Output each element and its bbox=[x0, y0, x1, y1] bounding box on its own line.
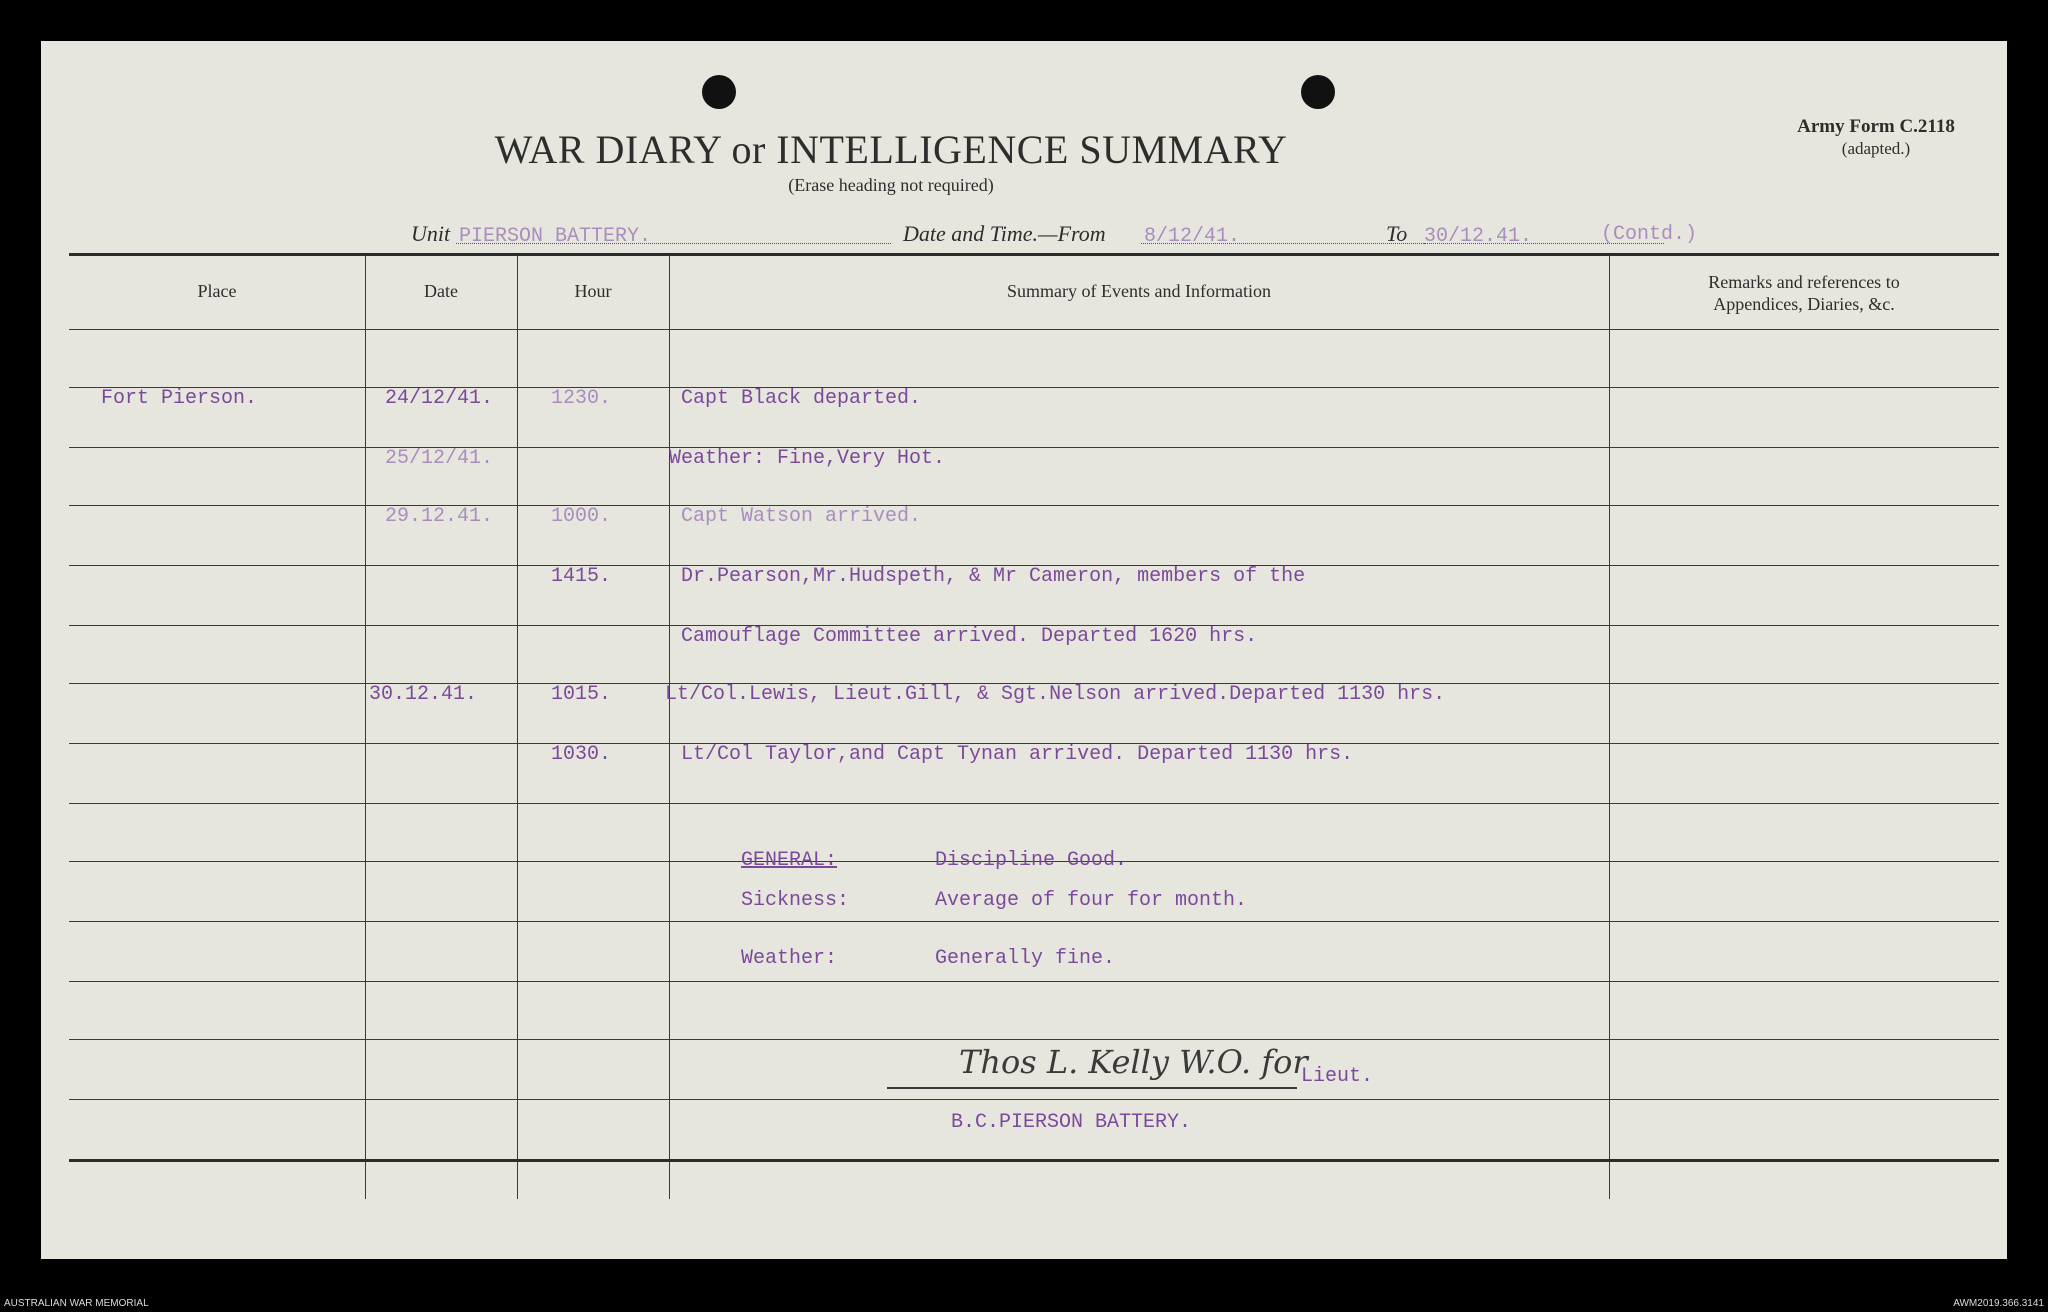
sickness-label: Sickness: bbox=[741, 889, 850, 912]
weather-label: Weather: bbox=[741, 947, 838, 970]
entry-date: 29.12.41. bbox=[385, 505, 494, 528]
date-to-value: 30/12.41. bbox=[1424, 225, 1533, 248]
row-rule bbox=[69, 921, 1999, 922]
archive-reference: AWM2019.366.3141 bbox=[1953, 1298, 2044, 1309]
entry-date: 30.12.41. bbox=[369, 683, 478, 706]
punch-hole-right bbox=[1301, 75, 1335, 109]
row-rule bbox=[69, 387, 1999, 388]
row-rule bbox=[69, 1099, 1999, 1100]
row-rule bbox=[69, 1039, 1999, 1040]
column-header-remarks-line2: Appendices, Diaries, &c. bbox=[1713, 294, 1895, 314]
column-header-hour: Hour bbox=[574, 281, 612, 301]
signature-rank: Lieut. bbox=[1301, 1065, 1374, 1088]
sickness-value: Average of four for month. bbox=[935, 889, 1248, 912]
continued-note: (Contd.) bbox=[1601, 223, 1698, 246]
army-form-note: (adapted.) bbox=[1841, 139, 1911, 158]
army-form-number bbox=[1776, 116, 1976, 160]
form-title: WAR DIARY or INTELLIGENCE SUMMARY bbox=[494, 127, 1288, 172]
column-header-remarks-line1: Remarks and references to bbox=[1708, 272, 1900, 292]
column-divider-place bbox=[365, 255, 366, 1199]
form-subtitle: (Erase heading not required) bbox=[788, 175, 994, 195]
column-divider-summary bbox=[1609, 255, 1610, 1199]
signature-underline bbox=[887, 1087, 1297, 1089]
signature-title: B.C.PIERSON BATTERY. bbox=[951, 1111, 1192, 1134]
column-divider-date bbox=[517, 255, 518, 1199]
weather-value: Generally fine. bbox=[935, 947, 1116, 970]
table-top-border bbox=[69, 253, 1999, 256]
army-form-label: Army Form C.2118 bbox=[1797, 116, 1955, 137]
row-rule bbox=[69, 447, 1999, 448]
unit-label: Unit bbox=[411, 221, 451, 246]
entry-summary: Lt/Col.Lewis, Lieut.Gill, & Sgt.Nelson arrived.Departed 1130 hrs. bbox=[665, 683, 1446, 706]
column-header-date: Date bbox=[424, 281, 458, 301]
entry-summary: Capt Watson arrived. bbox=[681, 505, 922, 528]
entry-hour: 1000. bbox=[551, 505, 612, 528]
date-time-label: Date and Time.—From bbox=[903, 221, 1106, 246]
handwritten-signature: Thos L. Kelly W.O. for bbox=[959, 1043, 1308, 1081]
entry-hour: 1230. bbox=[551, 387, 612, 410]
war-diary-sheet bbox=[41, 41, 2007, 1259]
to-label: To bbox=[1386, 221, 1408, 246]
column-header-place: Place bbox=[197, 281, 237, 301]
entry-summary: Capt Black departed. bbox=[681, 387, 922, 410]
row-rule bbox=[69, 803, 1999, 804]
entry-date: 25/12/41. bbox=[385, 447, 494, 470]
entry-place: Fort Pierson. bbox=[101, 387, 258, 410]
entry-hour: 1030. bbox=[551, 743, 612, 766]
row-rule bbox=[69, 981, 1999, 982]
table-bottom-border bbox=[69, 1159, 1999, 1162]
general-label: GENERAL: bbox=[741, 849, 838, 872]
row-rule bbox=[69, 505, 1999, 506]
unit-value: PIERSON BATTERY. bbox=[459, 225, 652, 248]
entry-summary: Camouflage Committee arrived. Departed 1620 hrs. bbox=[681, 625, 1258, 648]
column-divider-hour bbox=[669, 255, 670, 1199]
entry-summary: Weather: Fine,Very Hot. bbox=[669, 447, 946, 470]
entry-summary: Lt/Col Taylor,and Capt Tynan arrived. Departed 1130 hrs. bbox=[681, 743, 1354, 766]
general-value: Discipline Good. bbox=[935, 849, 1128, 872]
archive-credit: AUSTRALIAN WAR MEMORIAL bbox=[4, 1298, 149, 1309]
table-header-bottom bbox=[69, 329, 1999, 330]
date-from-value: 8/12/41. bbox=[1144, 225, 1241, 248]
column-header-remarks bbox=[1609, 271, 1999, 315]
entry-summary: Dr.Pearson,Mr.Hudspeth, & Mr Cameron, members of the bbox=[681, 565, 1306, 588]
entry-hour: 1415. bbox=[551, 565, 612, 588]
entry-hour: 1015. bbox=[551, 683, 612, 706]
entry-date: 24/12/41. bbox=[385, 387, 494, 410]
column-header-summary: Summary of Events and Information bbox=[1007, 281, 1271, 301]
punch-hole-left bbox=[702, 75, 736, 109]
